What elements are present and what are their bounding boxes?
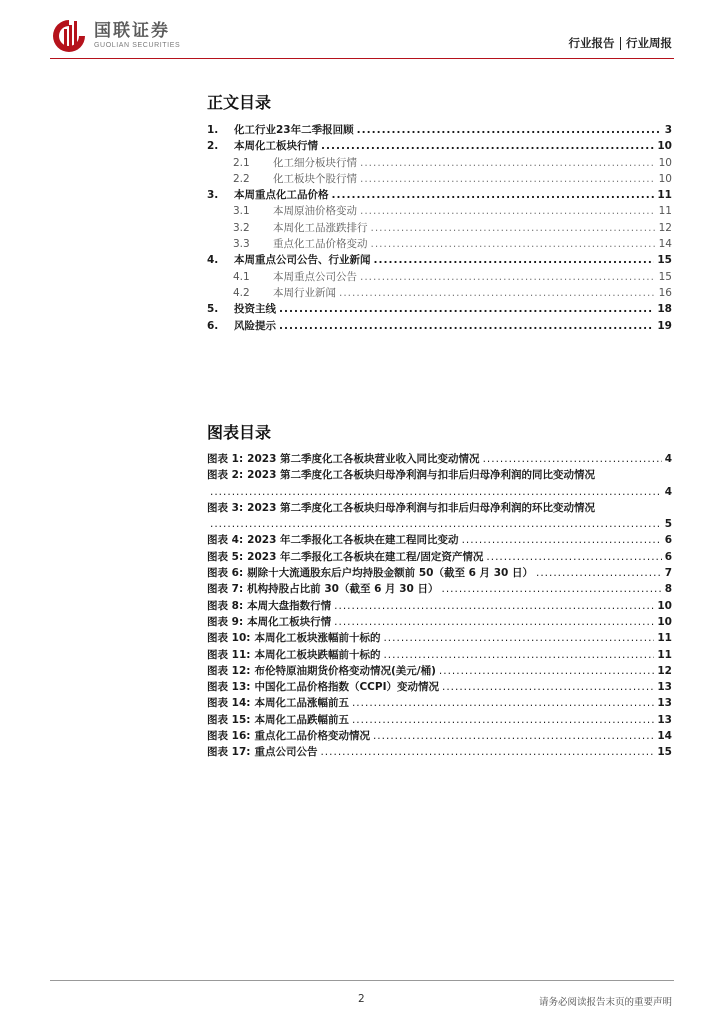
figure-entry-title: 中国化工品价格指数（CCPI）变动情况 bbox=[254, 681, 439, 694]
report-type bbox=[569, 35, 673, 51]
figure-leader-dots bbox=[486, 549, 661, 565]
figure-entry-page: 7 bbox=[664, 567, 672, 580]
company-logo bbox=[50, 18, 180, 54]
header-separator bbox=[620, 37, 622, 50]
toc-entry[interactable] bbox=[207, 301, 672, 317]
figure-entry-title: 布伦特原油期货价格变动情况(美元/桶) bbox=[254, 664, 436, 677]
figure-entry-page: 13 bbox=[657, 697, 672, 710]
toc-entry[interactable] bbox=[207, 171, 672, 187]
figure-entry[interactable] bbox=[207, 549, 672, 565]
toc-entry-page: 3 bbox=[664, 124, 672, 136]
figure-entry-label: 图表 12: bbox=[207, 664, 251, 677]
toc-leader-dots bbox=[339, 285, 656, 301]
figure-entry[interactable] bbox=[207, 663, 672, 679]
toc-leader-dots bbox=[360, 269, 656, 285]
figure-entry[interactable] bbox=[207, 728, 672, 744]
figure-entry-label: 图表 6: bbox=[207, 567, 244, 580]
figure-entry[interactable] bbox=[207, 532, 672, 548]
figure-leader-dots bbox=[334, 614, 654, 630]
toc-entry[interactable] bbox=[207, 122, 672, 138]
figure-entry-page: 4 bbox=[664, 453, 672, 465]
figure-entry-page: 11 bbox=[657, 632, 672, 645]
toc-entry-page: 16 bbox=[658, 286, 672, 299]
figure-entry-title: 2023 第二季度化工各板块归母净利润与扣非后归母净利润的同比变动情况 bbox=[247, 469, 596, 482]
toc-entry[interactable] bbox=[207, 138, 672, 154]
figure-entry-label: 图表 16: bbox=[207, 730, 251, 743]
logo-english-name: GUOLIAN SECURITIES bbox=[94, 42, 181, 49]
toc-entry-page: 10 bbox=[657, 140, 672, 153]
guolian-logo-icon bbox=[50, 18, 88, 54]
figure-entry[interactable] bbox=[207, 744, 672, 760]
report-category: 行业报告 bbox=[568, 36, 615, 50]
toc-leader-dots bbox=[332, 187, 655, 203]
figure-entry-page: 15 bbox=[657, 746, 672, 759]
figure-entry-title: 重点公司公告 bbox=[254, 746, 318, 759]
figure-leader-dots bbox=[352, 712, 654, 728]
toc-leader-dots bbox=[360, 155, 656, 171]
toc-entry-number: 2. bbox=[207, 140, 219, 153]
figure-entry[interactable] bbox=[207, 614, 672, 630]
figure-entry-title: 本周化工板块行情 bbox=[247, 615, 332, 628]
toc-leader-dots bbox=[279, 301, 654, 317]
figure-leader-dots bbox=[320, 744, 654, 760]
figure-entry-title: 本周化工品涨幅前五 bbox=[254, 697, 349, 710]
toc-entry-number: 3. bbox=[207, 189, 219, 202]
toc-leader-dots bbox=[371, 220, 656, 236]
toc-leader-dots bbox=[360, 171, 656, 187]
figure-entry-label: 图表 15: bbox=[207, 713, 251, 726]
toc-entry-number: 4.2 bbox=[233, 286, 250, 299]
figure-entry-page: 13 bbox=[657, 681, 672, 694]
figure-entry-label: 图表 7: bbox=[207, 583, 244, 596]
figure-entry-label: 图表 11: bbox=[207, 648, 251, 661]
logo-chinese-name: 国联证券 bbox=[94, 21, 170, 41]
toc-entry-number: 5. bbox=[207, 303, 219, 316]
figure-entry-page: 4 bbox=[664, 485, 672, 498]
toc-list bbox=[207, 122, 672, 334]
figure-leader-dots bbox=[483, 451, 662, 467]
figure-entry-page: 5 bbox=[664, 518, 672, 531]
figure-entry-title: 剔除十大流通股东后户均持股金额前 50（截至 6 月 30 日） bbox=[247, 567, 533, 580]
figure-entry-label: 图表 8: bbox=[207, 599, 244, 612]
figure-leader-dots bbox=[373, 728, 654, 744]
toc-entry-title: 本周重点化工品价格 bbox=[234, 189, 329, 202]
footer-divider bbox=[50, 980, 674, 981]
footer-disclaimer: 请务必阅读报告末页的重要声明 bbox=[538, 997, 672, 1008]
figure-entry-label: 图表 5: bbox=[207, 550, 244, 563]
figure-entry-title: 2023 年二季报化工各板块在建工程同比变动 bbox=[247, 534, 459, 547]
figure-entry-label: 图表 10: bbox=[207, 632, 251, 645]
figure-entry-title: 本周大盘指数行情 bbox=[247, 599, 332, 612]
toc-entry-number: 3.2 bbox=[233, 221, 250, 234]
toc-entry-title: 本周重点公司公告、行业新闻 bbox=[234, 254, 371, 267]
figure-entry-title: 本周化工品跌幅前五 bbox=[254, 713, 349, 726]
toc-entry-page: 10 bbox=[658, 156, 672, 169]
toc-entry[interactable] bbox=[207, 318, 672, 334]
figure-entry[interactable] bbox=[207, 598, 672, 614]
toc-entry[interactable] bbox=[207, 203, 672, 219]
figure-entry-page: 13 bbox=[657, 713, 672, 726]
figure-entry-label: 图表 2: bbox=[207, 469, 244, 482]
figure-entry-page: 6 bbox=[664, 550, 672, 563]
figure-entry-page: 10 bbox=[657, 615, 672, 628]
toc-entry-number: 2.2 bbox=[233, 172, 250, 185]
toc-title: 正文目录 bbox=[207, 93, 272, 112]
figure-entry-title: 2023 年二季报化工各板块在建工程/固定资产情况 bbox=[247, 550, 484, 563]
figure-entry-title: 重点化工品价格变动情况 bbox=[254, 730, 370, 743]
figure-leader-dots bbox=[210, 484, 662, 500]
figure-entry-label: 图表 17: bbox=[207, 746, 251, 759]
figure-list-title: 图表目录 bbox=[207, 423, 272, 442]
toc-entry-number: 1. bbox=[207, 124, 219, 136]
toc-entry-page: 15 bbox=[658, 270, 672, 283]
figure-entry-page: 11 bbox=[657, 648, 672, 661]
figure-leader-dots bbox=[536, 565, 662, 581]
toc-entry-number: 2.1 bbox=[233, 156, 250, 169]
toc-entry[interactable] bbox=[207, 269, 672, 285]
figure-leader-dots bbox=[352, 695, 654, 711]
figure-entry-title: 本周化工板块跌幅前十标的 bbox=[254, 648, 381, 661]
figure-leader-dots bbox=[462, 532, 662, 548]
figure-entry-label: 图表 1: bbox=[207, 453, 244, 465]
toc-entry-page: 19 bbox=[657, 319, 672, 332]
toc-entry-title: 本周行业新闻 bbox=[273, 286, 336, 299]
toc-entry-page: 10 bbox=[658, 172, 672, 185]
toc-entry-number: 3.3 bbox=[233, 238, 250, 251]
figure-leader-dots bbox=[383, 647, 654, 663]
toc-entry-page: 14 bbox=[658, 238, 672, 251]
figure-entry[interactable] bbox=[207, 630, 672, 646]
figure-entry-page: 10 bbox=[657, 599, 672, 612]
toc-entry-title: 化工细分板块行情 bbox=[273, 156, 357, 169]
figure-leader-dots bbox=[383, 630, 654, 646]
figure-entry[interactable] bbox=[207, 500, 672, 516]
toc-entry[interactable] bbox=[207, 220, 672, 236]
toc-entry-title: 本周重点公司公告 bbox=[273, 270, 357, 283]
figure-entry-page: 14 bbox=[657, 730, 672, 743]
toc-entry[interactable] bbox=[207, 285, 672, 301]
toc-leader-dots bbox=[374, 252, 655, 268]
figure-entry[interactable] bbox=[207, 679, 672, 695]
toc-entry-title: 化工行业23年二季报回顾 bbox=[234, 124, 354, 136]
figure-entry-title: 本周化工板块涨幅前十标的 bbox=[254, 632, 381, 645]
toc-entry-page: 12 bbox=[658, 221, 672, 234]
toc-entry[interactable] bbox=[207, 252, 672, 268]
figure-entry[interactable] bbox=[207, 467, 672, 483]
figure-entry-page: 12 bbox=[657, 664, 672, 677]
figure-entry-label: 图表 13: bbox=[207, 681, 251, 694]
figure-entry[interactable] bbox=[207, 712, 672, 728]
figure-entry-label: 图表 3: bbox=[207, 501, 244, 514]
toc-entry-page: 15 bbox=[657, 254, 672, 267]
toc-entry-title: 本周化工品涨跌排行 bbox=[273, 221, 368, 234]
figure-leader-dots bbox=[442, 679, 654, 695]
figure-entry[interactable] bbox=[207, 484, 672, 500]
toc-entry-title: 本周原油价格变动 bbox=[273, 205, 357, 218]
figure-entry[interactable] bbox=[207, 695, 672, 711]
figure-entry[interactable] bbox=[207, 516, 672, 532]
figure-entry-label: 图表 4: bbox=[207, 534, 244, 547]
toc-leader-dots bbox=[279, 318, 654, 334]
toc-entry-page: 18 bbox=[657, 303, 672, 316]
toc-entry[interactable] bbox=[207, 155, 672, 171]
page-number: 2 bbox=[358, 993, 365, 1005]
toc-entry[interactable] bbox=[207, 236, 672, 252]
figure-list bbox=[207, 451, 672, 761]
toc-entry-title: 重点化工品价格变动 bbox=[273, 238, 368, 251]
toc-entry-number: 3.1 bbox=[233, 205, 250, 218]
figure-entry-title: 机构持股占比前 30（截至 6 月 30 日） bbox=[247, 583, 439, 596]
toc-entry-number: 4. bbox=[207, 254, 219, 267]
toc-entry-number: 4.1 bbox=[233, 270, 250, 283]
toc-entry-title: 本周化工板块行情 bbox=[234, 140, 318, 153]
figure-leader-dots bbox=[210, 516, 662, 532]
figure-entry-page: 6 bbox=[664, 534, 672, 547]
figure-entry[interactable] bbox=[207, 451, 672, 467]
figure-entry[interactable] bbox=[207, 647, 672, 663]
figure-entry-label: 图表 9: bbox=[207, 615, 244, 628]
toc-leader-dots bbox=[321, 138, 654, 154]
toc-entry-page: 11 bbox=[657, 189, 672, 202]
toc-entry-number: 6. bbox=[207, 319, 219, 332]
toc-leader-dots bbox=[360, 203, 656, 219]
toc-entry[interactable] bbox=[207, 187, 672, 203]
figure-leader-dots bbox=[439, 663, 654, 679]
report-subcategory: 行业周报 bbox=[626, 36, 672, 50]
figure-entry[interactable] bbox=[207, 565, 672, 581]
toc-entry-title: 风险提示 bbox=[234, 319, 276, 332]
toc-entry-title: 化工板块个股行情 bbox=[273, 172, 357, 185]
figure-entry[interactable] bbox=[207, 581, 672, 597]
figure-entry-page: 8 bbox=[664, 583, 672, 596]
toc-entry-page: 11 bbox=[658, 205, 672, 218]
toc-entry-title: 投资主线 bbox=[234, 303, 276, 316]
figure-entry-label: 图表 14: bbox=[207, 697, 251, 710]
figure-leader-dots bbox=[441, 581, 661, 597]
toc-leader-dots bbox=[371, 236, 656, 252]
figure-entry-title: 2023 第二季度化工各板块归母净利润与扣非后归母净利润的环比变动情况 bbox=[247, 501, 596, 514]
header-divider bbox=[50, 58, 674, 59]
toc-leader-dots bbox=[357, 122, 662, 138]
figure-leader-dots bbox=[334, 598, 654, 614]
figure-entry-title: 2023 第二季度化工各板块营业收入同比变动情况 bbox=[247, 453, 480, 465]
